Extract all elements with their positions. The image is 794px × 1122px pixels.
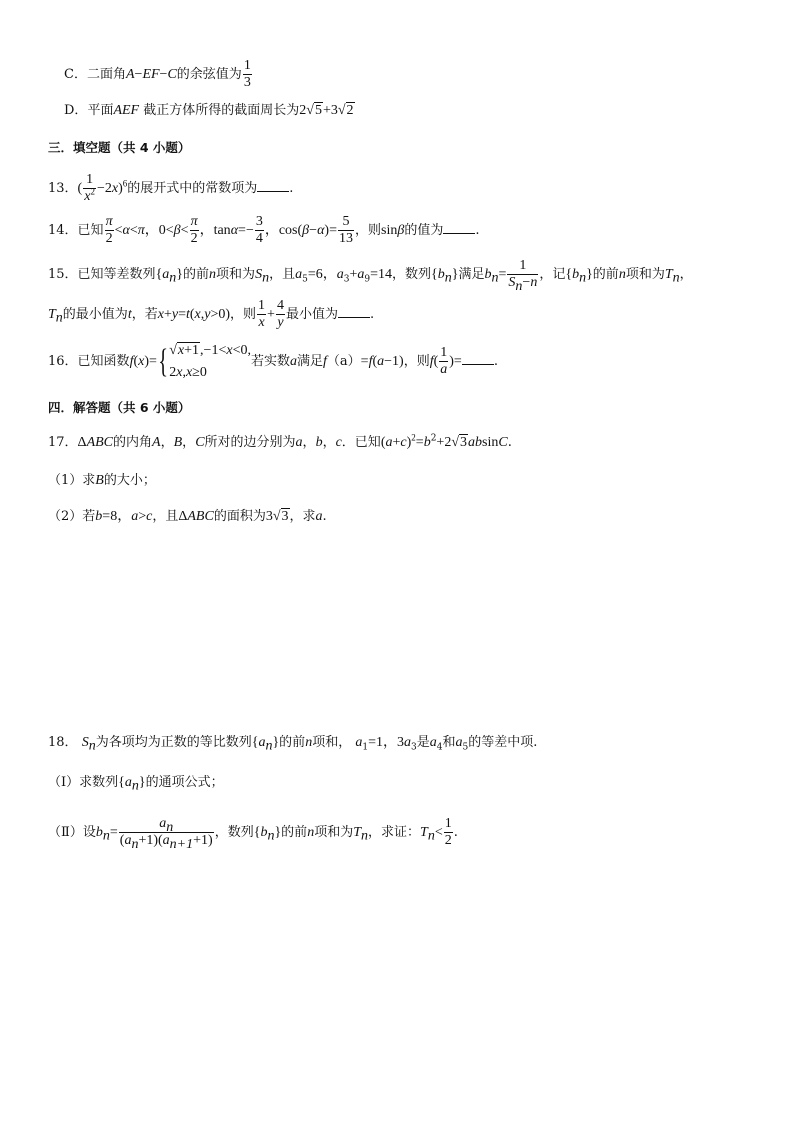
question-text: 的等差中项. bbox=[468, 735, 538, 750]
part-label: （Ⅱ） bbox=[48, 825, 83, 841]
answer-blank[interactable] bbox=[443, 232, 475, 234]
question-text: 已知 bbox=[77, 223, 104, 239]
option-text: 的余弦值为 bbox=[176, 67, 242, 83]
question-18: 18． $S_n$为各项均为正数的等比数列$\{a_n\}$的前n项和， $a_1=1$，$3a_3$是$a_4$和$a_5$的等差中项. bbox=[48, 735, 538, 754]
question-text: 已知等差数列 bbox=[77, 267, 156, 283]
option-c: C．二面角A−EF−C的余弦值为 $\frac{1}{3}$ bbox=[64, 58, 251, 91]
question-text: 若实数 bbox=[250, 354, 290, 370]
question-text: ，则 bbox=[403, 354, 430, 370]
question-text: 设 bbox=[82, 825, 96, 841]
question-text: 的展开式中的常数项为 bbox=[127, 181, 258, 197]
question-text: 项和为 bbox=[625, 267, 665, 283]
section-title: 三．填空题（共 4 小题） bbox=[48, 140, 191, 155]
option-text: 二面角 bbox=[86, 67, 126, 83]
answer-blank[interactable] bbox=[338, 316, 370, 318]
question-14: 14．已知 $\frac{\pi}{2}$ <α<π，0<β< $\frac{\pi}{2}$ ，tanα=− $\frac{3}{4}$ ，cos(β−α)= $\frac{5}{13}$ ，则sinβ的值为 . bbox=[48, 214, 480, 247]
part-label: （Ⅰ） bbox=[48, 775, 80, 790]
question-17: 17．ΔABC的内角A，B，C所对的边分别为a，b，c．已知$(a+c)^2=b^2+2√3absinC$. bbox=[48, 432, 512, 450]
question-text: 满足 bbox=[458, 267, 485, 283]
answer-blank[interactable] bbox=[257, 190, 289, 192]
option-label: C． bbox=[64, 67, 87, 83]
question-text: 的前 bbox=[281, 825, 308, 841]
answer-blank[interactable] bbox=[462, 363, 494, 365]
question-15: 15．已知等差数列$\{a_n\}$的前n项和为$S_n$，且$a_5=6$，$a_3+a_9=14$，数列$\{b_n\}$满足$b_n=$ $\frac{1}{S_n-n}$ ，记$\{b_n\}$的前n项和为$T_n$， bbox=[48, 258, 693, 294]
question-text: 求 bbox=[82, 473, 96, 488]
question-text: 最小值为 bbox=[285, 307, 338, 323]
question-text: 满足 bbox=[296, 354, 323, 370]
question-number: 13． bbox=[48, 181, 78, 197]
question-number: 18． bbox=[48, 735, 78, 750]
question-18-part-2: （Ⅱ）设$b_n=$ $\frac{a_n}{(a_n+1)(a_{n+1}+1)}$ ，数列$\{b_n\}$的前n项和为$T_n$，求证：$T_n<$ $\frac{1}{2}$ . bbox=[48, 816, 458, 852]
question-number: 15． bbox=[48, 267, 78, 283]
question-text: 的大小； bbox=[103, 473, 156, 488]
question-text: 的前 bbox=[183, 267, 210, 283]
question-18-part-1: （Ⅰ）求数列$\{a_n\}$的通项公式； bbox=[48, 775, 224, 794]
question-text: ，数列 bbox=[392, 267, 432, 283]
question-text: 求数列 bbox=[79, 775, 119, 790]
question-text: 所对的边分别为 bbox=[204, 435, 296, 450]
question-text: 项和， bbox=[312, 735, 352, 750]
option-text: 截正方体所得的截面周长为 bbox=[143, 103, 300, 118]
question-16: 16．已知函数f(x)={ √x+1,−1<x<0, 2x,x≥0 若实数a满足f（a）=f(a−1)，则f( $\frac{1}{a}$ )= . bbox=[48, 342, 498, 380]
question-text: ．已知 bbox=[341, 435, 381, 450]
question-text: 的通项公式； bbox=[145, 775, 224, 790]
part-label: （2） bbox=[48, 509, 83, 524]
question-text: 的前 bbox=[279, 735, 306, 750]
question-text: 的内角 bbox=[113, 435, 153, 450]
question-text: ，且 bbox=[152, 509, 179, 524]
question-text: ，求 bbox=[289, 509, 316, 524]
question-17-part-2: （2）若b=8，a>c，且ΔABC的面积为3√3，求a. bbox=[48, 509, 327, 524]
option-d: D．平面AEF 截正方体所得的截面周长为2√5+3√2 bbox=[64, 103, 354, 118]
section-title: 四．解答题（共 6 小题） bbox=[48, 400, 191, 415]
question-text: 的最小值为 bbox=[62, 307, 128, 323]
question-text: 是 bbox=[416, 735, 430, 750]
question-text: ，数列 bbox=[214, 825, 254, 841]
question-text: 的前 bbox=[592, 267, 619, 283]
question-text: 和 bbox=[442, 735, 456, 750]
question-text: ，若 bbox=[131, 307, 158, 323]
question-text: ，记 bbox=[539, 267, 566, 283]
question-text: ，则 bbox=[230, 307, 257, 323]
question-text: 若 bbox=[82, 509, 96, 524]
question-text: 已知函数 bbox=[77, 354, 130, 370]
question-text: 项和为 bbox=[314, 825, 354, 841]
question-text: 项和为 bbox=[216, 267, 256, 283]
question-13: 13．( $\frac{1}{x^2}$ −2x)$^6$的展开式中的常数项为 . bbox=[48, 172, 294, 205]
question-17-part-1: （1）求B的大小； bbox=[48, 473, 156, 488]
question-text: 为各项均为正数的等比数列 bbox=[95, 735, 252, 750]
question-text: ，求证： bbox=[368, 825, 421, 841]
option-label: D． bbox=[64, 103, 88, 118]
option-text: 平面 bbox=[87, 103, 114, 118]
part-label: （1） bbox=[48, 473, 83, 488]
question-text: ，且 bbox=[269, 267, 296, 283]
question-text: ，则 bbox=[354, 223, 381, 239]
question-number: 16． bbox=[48, 354, 78, 370]
question-text: 的值为 bbox=[404, 223, 444, 239]
question-text: 的面积为 bbox=[213, 509, 266, 524]
question-15-cont: $T_n$的最小值为t，若x+y=t(x,y>0)，则 $\frac{1}{x}$ + $\frac{4}{y}$ 最小值为 . bbox=[48, 298, 375, 331]
question-number: 17． bbox=[48, 435, 78, 450]
question-number: 14． bbox=[48, 223, 78, 239]
question-text: （a） bbox=[326, 354, 361, 370]
